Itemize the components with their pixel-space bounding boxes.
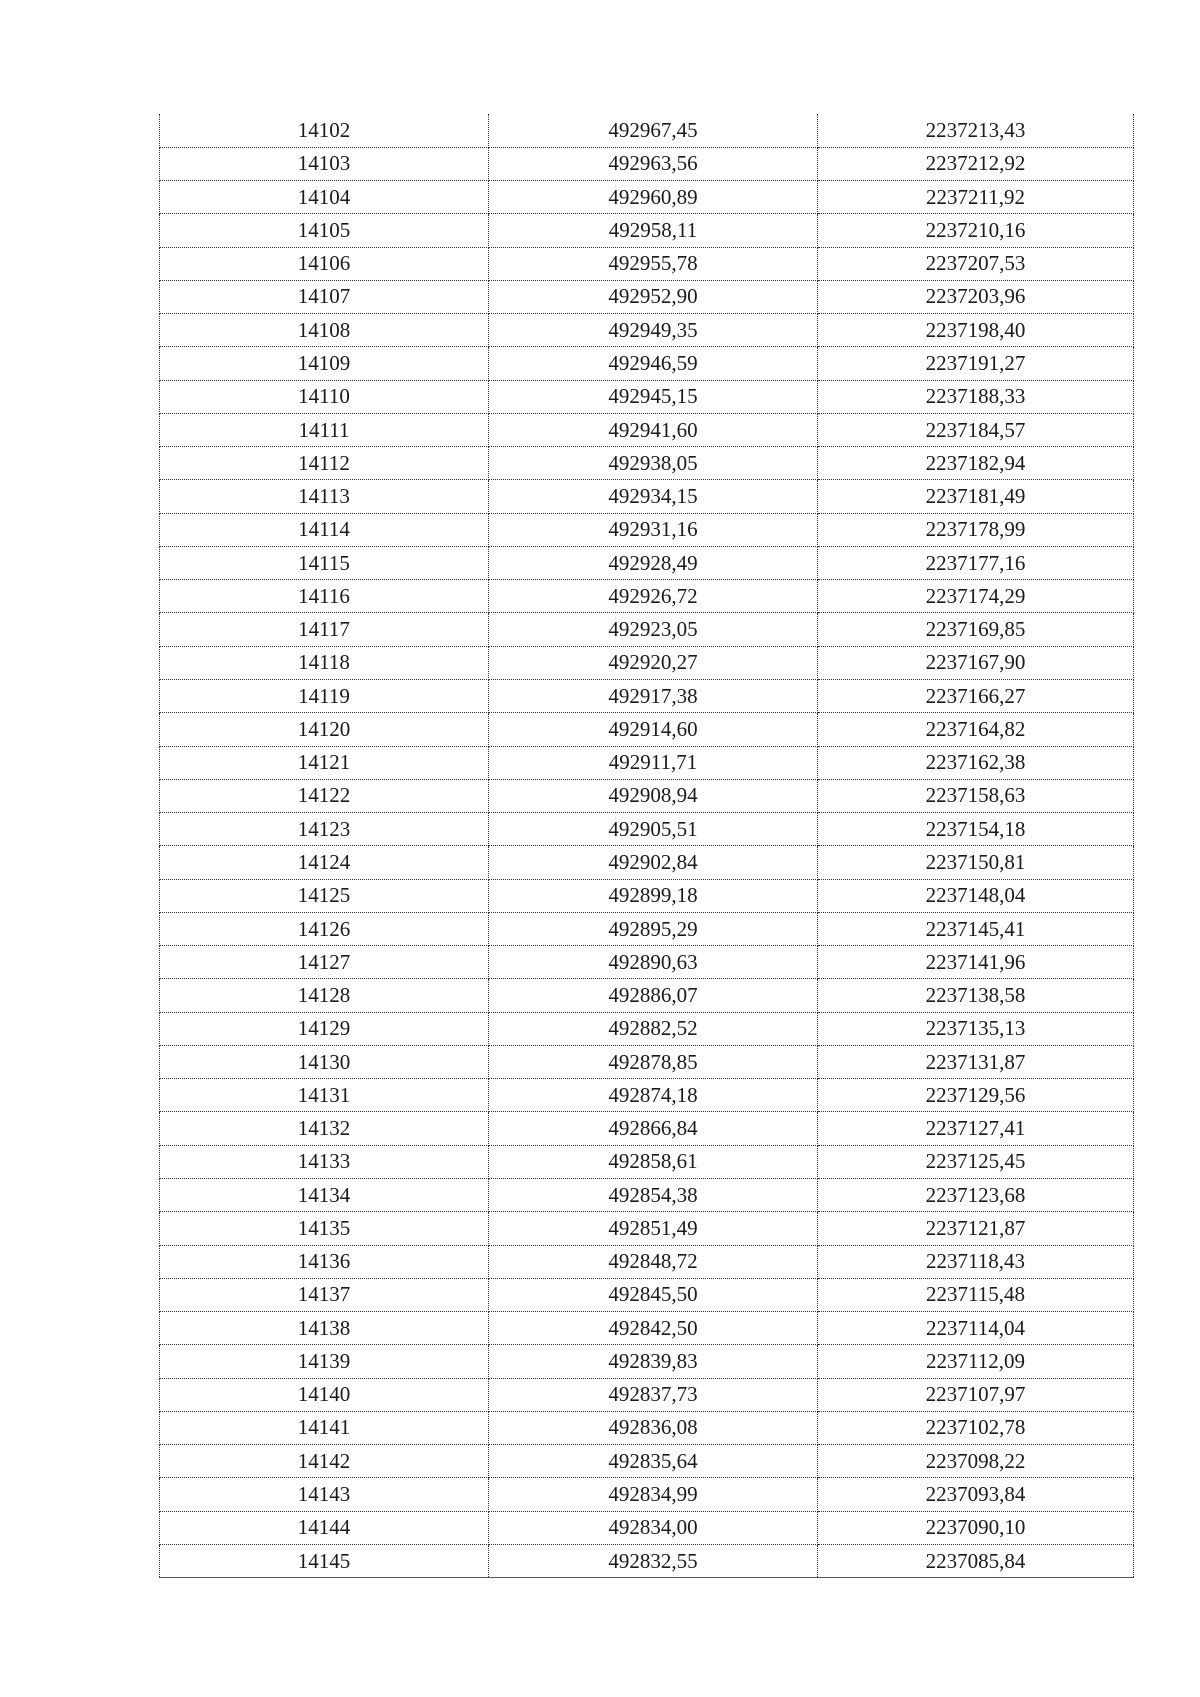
point-number-cell: 14108 (160, 314, 489, 347)
y-coordinate-cell: 2237188,33 (818, 380, 1134, 413)
table-row (160, 1278, 1134, 1311)
point-number-cell: 14120 (160, 713, 489, 746)
table-row (160, 713, 1134, 746)
x-coordinate-cell: 492908,94 (489, 779, 818, 812)
y-coordinate-cell: 2237169,85 (818, 613, 1134, 646)
y-coordinate-cell: 2237177,16 (818, 546, 1134, 579)
x-coordinate-cell: 492874,18 (489, 1079, 818, 1112)
table-row (160, 1212, 1134, 1245)
y-coordinate-cell: 2237098,22 (818, 1445, 1134, 1478)
x-coordinate-cell: 492902,84 (489, 846, 818, 879)
point-number-cell: 14116 (160, 580, 489, 613)
x-coordinate-cell: 492928,49 (489, 546, 818, 579)
y-coordinate-cell: 2237207,53 (818, 247, 1134, 280)
table-row (160, 613, 1134, 646)
table-row (160, 147, 1134, 180)
y-coordinate-cell: 2237102,78 (818, 1411, 1134, 1444)
point-number-cell: 14107 (160, 280, 489, 313)
x-coordinate-cell: 492882,52 (489, 1012, 818, 1045)
table-row (160, 114, 1134, 147)
y-coordinate-cell: 2237150,81 (818, 846, 1134, 879)
point-number-cell: 14109 (160, 347, 489, 380)
x-coordinate-cell: 492967,45 (489, 114, 818, 147)
table-row (160, 447, 1134, 480)
x-coordinate-cell: 492952,90 (489, 280, 818, 313)
y-coordinate-cell: 2237141,96 (818, 946, 1134, 979)
x-coordinate-cell: 492914,60 (489, 713, 818, 746)
table-row (160, 813, 1134, 846)
point-number-cell: 14115 (160, 546, 489, 579)
point-number-cell: 14132 (160, 1112, 489, 1145)
point-number-cell: 14121 (160, 746, 489, 779)
table-row (160, 314, 1134, 347)
table-row (160, 513, 1134, 546)
table-row (160, 181, 1134, 214)
point-number-cell: 14138 (160, 1312, 489, 1345)
x-coordinate-cell: 492946,59 (489, 347, 818, 380)
y-coordinate-cell: 2237166,27 (818, 680, 1134, 713)
point-number-cell: 14128 (160, 979, 489, 1012)
point-number-cell: 14134 (160, 1179, 489, 1212)
point-number-cell: 14139 (160, 1345, 489, 1378)
point-number-cell: 14127 (160, 946, 489, 979)
y-coordinate-cell: 2237162,38 (818, 746, 1134, 779)
point-number-cell: 14118 (160, 646, 489, 679)
point-number-cell: 14124 (160, 846, 489, 879)
point-number-cell: 14122 (160, 779, 489, 812)
y-coordinate-cell: 2237127,41 (818, 1112, 1134, 1145)
x-coordinate-cell: 492958,11 (489, 214, 818, 247)
x-coordinate-cell: 492917,38 (489, 680, 818, 713)
x-coordinate-cell: 492834,00 (489, 1511, 818, 1544)
x-coordinate-cell: 492955,78 (489, 247, 818, 280)
y-coordinate-cell: 2237135,13 (818, 1012, 1134, 1045)
table-row (160, 680, 1134, 713)
table-row (160, 1378, 1134, 1411)
table-row (160, 347, 1134, 380)
x-coordinate-cell: 492931,16 (489, 513, 818, 546)
point-number-cell: 14141 (160, 1411, 489, 1444)
y-coordinate-cell: 2237182,94 (818, 447, 1134, 480)
y-coordinate-cell: 2237184,57 (818, 413, 1134, 446)
y-coordinate-cell: 2237125,45 (818, 1145, 1134, 1178)
y-coordinate-cell: 2237085,84 (818, 1544, 1134, 1577)
table-row (160, 413, 1134, 446)
y-coordinate-cell: 2237123,68 (818, 1179, 1134, 1212)
x-coordinate-cell: 492890,63 (489, 946, 818, 979)
y-coordinate-cell: 2237213,43 (818, 114, 1134, 147)
x-coordinate-cell: 492960,89 (489, 181, 818, 214)
table-row (160, 1478, 1134, 1511)
table-row (160, 1145, 1134, 1178)
point-number-cell: 14136 (160, 1245, 489, 1278)
x-coordinate-cell: 492866,84 (489, 1112, 818, 1145)
table-row (160, 912, 1134, 945)
y-coordinate-cell: 2237148,04 (818, 879, 1134, 912)
coordinates-table-body (160, 114, 1134, 1578)
x-coordinate-cell: 492886,07 (489, 979, 818, 1012)
y-coordinate-cell: 2237129,56 (818, 1079, 1134, 1112)
y-coordinate-cell: 2237167,90 (818, 646, 1134, 679)
y-coordinate-cell: 2237118,43 (818, 1245, 1134, 1278)
y-coordinate-cell: 2237178,99 (818, 513, 1134, 546)
y-coordinate-cell: 2237154,18 (818, 813, 1134, 846)
y-coordinate-cell: 2237203,96 (818, 280, 1134, 313)
y-coordinate-cell: 2237115,48 (818, 1278, 1134, 1311)
y-coordinate-cell: 2237174,29 (818, 580, 1134, 613)
point-number-cell: 14131 (160, 1079, 489, 1112)
table-row (160, 1245, 1134, 1278)
x-coordinate-cell: 492836,08 (489, 1411, 818, 1444)
point-number-cell: 14130 (160, 1045, 489, 1078)
table-row (160, 879, 1134, 912)
x-coordinate-cell: 492945,15 (489, 380, 818, 413)
x-coordinate-cell: 492905,51 (489, 813, 818, 846)
table-row (160, 1411, 1134, 1444)
y-coordinate-cell: 2237121,87 (818, 1212, 1134, 1245)
y-coordinate-cell: 2237212,92 (818, 147, 1134, 180)
table-row (160, 846, 1134, 879)
point-number-cell: 14125 (160, 879, 489, 912)
x-coordinate-cell: 492963,56 (489, 147, 818, 180)
x-coordinate-cell: 492934,15 (489, 480, 818, 513)
point-number-cell: 14106 (160, 247, 489, 280)
point-number-cell: 14133 (160, 1145, 489, 1178)
y-coordinate-cell: 2237107,97 (818, 1378, 1134, 1411)
y-coordinate-cell: 2237210,16 (818, 214, 1134, 247)
point-number-cell: 14142 (160, 1445, 489, 1478)
x-coordinate-cell: 492878,85 (489, 1045, 818, 1078)
y-coordinate-cell: 2237158,63 (818, 779, 1134, 812)
y-coordinate-cell: 2237198,40 (818, 314, 1134, 347)
point-number-cell: 14145 (160, 1544, 489, 1577)
y-coordinate-cell: 2237181,49 (818, 480, 1134, 513)
x-coordinate-cell: 492911,71 (489, 746, 818, 779)
point-number-cell: 14143 (160, 1478, 489, 1511)
y-coordinate-cell: 2237090,10 (818, 1511, 1134, 1544)
y-coordinate-cell: 2237112,09 (818, 1345, 1134, 1378)
x-coordinate-cell: 492834,99 (489, 1478, 818, 1511)
point-number-cell: 14113 (160, 480, 489, 513)
point-number-cell: 14103 (160, 147, 489, 180)
table-row (160, 1445, 1134, 1478)
y-coordinate-cell: 2237211,92 (818, 181, 1134, 214)
y-coordinate-cell: 2237191,27 (818, 347, 1134, 380)
table-row (160, 1079, 1134, 1112)
x-coordinate-cell: 492899,18 (489, 879, 818, 912)
x-coordinate-cell: 492854,38 (489, 1179, 818, 1212)
x-coordinate-cell: 492941,60 (489, 413, 818, 446)
table-row (160, 1112, 1134, 1145)
table-row (160, 746, 1134, 779)
x-coordinate-cell: 492845,50 (489, 1278, 818, 1311)
table-row (160, 247, 1134, 280)
x-coordinate-cell: 492848,72 (489, 1245, 818, 1278)
y-coordinate-cell: 2237093,84 (818, 1478, 1134, 1511)
x-coordinate-cell: 492832,55 (489, 1544, 818, 1577)
table-row (160, 1345, 1134, 1378)
point-number-cell: 14105 (160, 214, 489, 247)
point-number-cell: 14114 (160, 513, 489, 546)
x-coordinate-cell: 492851,49 (489, 1212, 818, 1245)
y-coordinate-cell: 2237114,04 (818, 1312, 1134, 1345)
y-coordinate-cell: 2237138,58 (818, 979, 1134, 1012)
y-coordinate-cell: 2237164,82 (818, 713, 1134, 746)
coordinates-table (159, 114, 1134, 1578)
point-number-cell: 14112 (160, 447, 489, 480)
x-coordinate-cell: 492926,72 (489, 580, 818, 613)
point-number-cell: 14126 (160, 912, 489, 945)
table-row (160, 1179, 1134, 1212)
point-number-cell: 14123 (160, 813, 489, 846)
table-row (160, 1012, 1134, 1045)
x-coordinate-cell: 492938,05 (489, 447, 818, 480)
point-number-cell: 14135 (160, 1212, 489, 1245)
table-row (160, 214, 1134, 247)
point-number-cell: 14117 (160, 613, 489, 646)
point-number-cell: 14104 (160, 181, 489, 214)
point-number-cell: 14144 (160, 1511, 489, 1544)
x-coordinate-cell: 492920,27 (489, 646, 818, 679)
point-number-cell: 14102 (160, 114, 489, 147)
point-number-cell: 14137 (160, 1278, 489, 1311)
table-row (160, 779, 1134, 812)
y-coordinate-cell: 2237131,87 (818, 1045, 1134, 1078)
x-coordinate-cell: 492839,83 (489, 1345, 818, 1378)
point-number-cell: 14119 (160, 680, 489, 713)
table-row (160, 1511, 1134, 1544)
table-row (160, 1312, 1134, 1345)
x-coordinate-cell: 492895,29 (489, 912, 818, 945)
x-coordinate-cell: 492837,73 (489, 1378, 818, 1411)
point-number-cell: 14129 (160, 1012, 489, 1045)
table-row (160, 380, 1134, 413)
y-coordinate-cell: 2237145,41 (818, 912, 1134, 945)
table-row (160, 546, 1134, 579)
point-number-cell: 14111 (160, 413, 489, 446)
table-row (160, 1045, 1134, 1078)
table-row (160, 1544, 1134, 1577)
x-coordinate-cell: 492842,50 (489, 1312, 818, 1345)
table-row (160, 480, 1134, 513)
x-coordinate-cell: 492858,61 (489, 1145, 818, 1178)
point-number-cell: 14110 (160, 380, 489, 413)
table-row (160, 946, 1134, 979)
table-row (160, 646, 1134, 679)
x-coordinate-cell: 492835,64 (489, 1445, 818, 1478)
x-coordinate-cell: 492923,05 (489, 613, 818, 646)
table-row (160, 580, 1134, 613)
table-row (160, 979, 1134, 1012)
x-coordinate-cell: 492949,35 (489, 314, 818, 347)
table-row (160, 280, 1134, 313)
point-number-cell: 14140 (160, 1378, 489, 1411)
